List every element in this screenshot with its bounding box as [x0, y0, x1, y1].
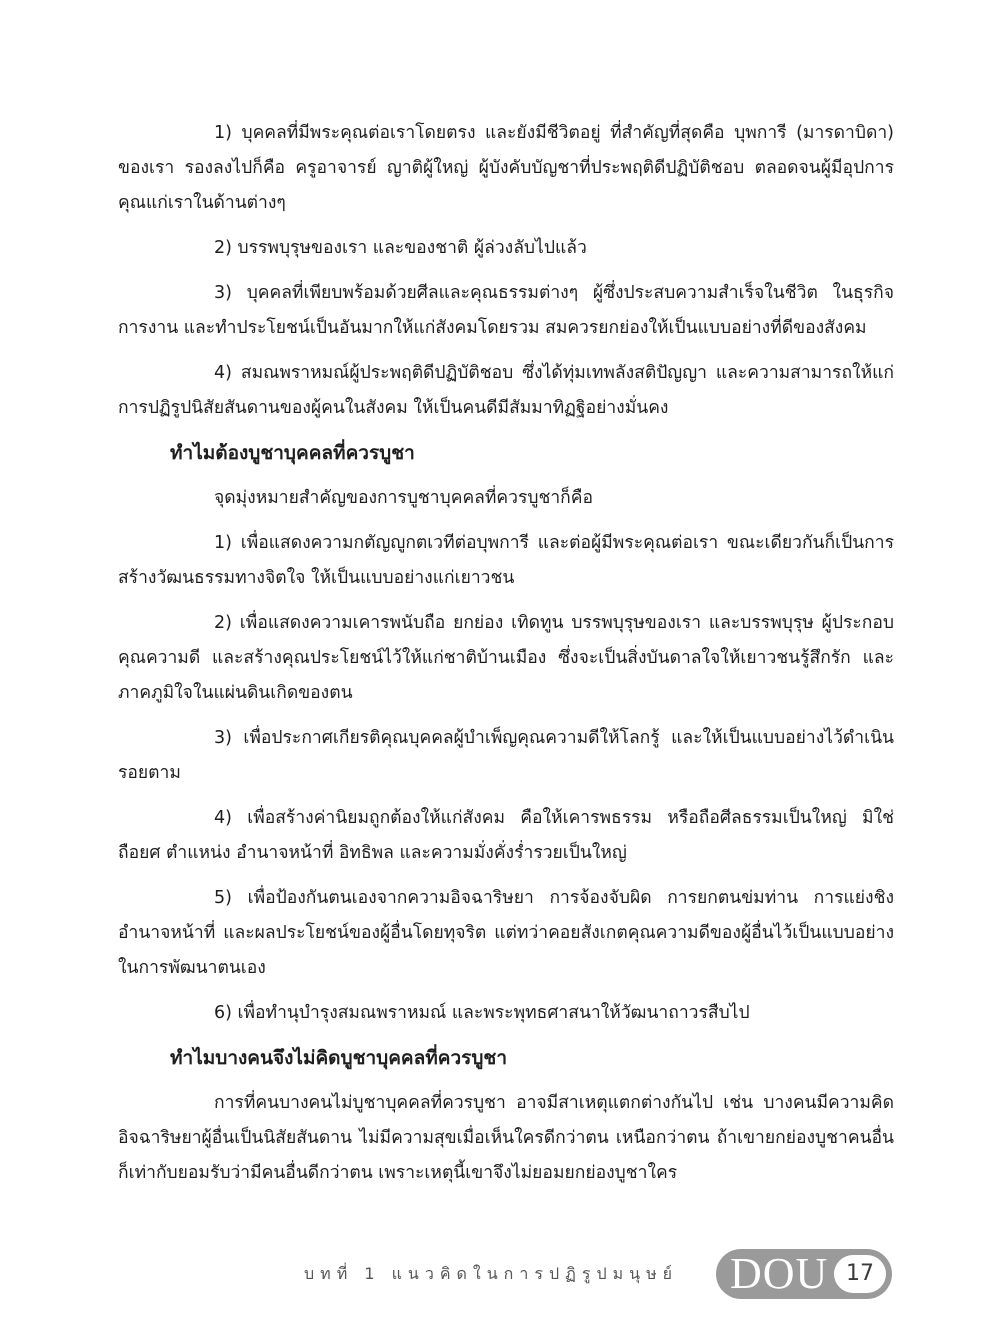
paragraph-purpose-1: 1) เพื่อแสดงความกตัญญูกตเวทีต่อบุพการี และต่อผู้มีพระคุณต่อเรา ขณะเดียวกันก็เป็นการสร้างวัฒนธรรมทางจิตใจ ให้เป็นแบบอย่างแก่เยาวชน: [118, 533, 894, 588]
paragraph-item-3: 3) บุคคลที่เพียบพร้อมด้วยศีลและคุณธรรมต่างๆ ผู้ซึ่งประสบความสำเร็จในชีวิต ในธุรกิจการงาน และทำประโยชน์เป็นอันมากให้แก่สังคมโดยรวม สมควรยกย่องให้เป็นแบบอย่างที่ดีของสังคม: [118, 283, 894, 338]
section-heading-why-not-worship: ทำไมบางคนจึงไม่คิดบูชาบุคคลที่ควรบูชา: [170, 1047, 507, 1069]
paragraph-purpose-6: 6) เพื่อทำนุบำรุงสมณพราหมณ์ และพระพุทธศาสนาให้วัฒนาถาวรสืบไป: [214, 1003, 750, 1023]
chapter-title: บทที่ 1 แนวคิดในการปฏิรูปมนุษย์: [304, 1264, 678, 1283]
page-number: 17: [834, 1255, 886, 1293]
paragraph-item-1: 1) บุคคลที่มีพระคุณต่อเราโดยตรง และยังมีชีวิตอยู่ ที่สำคัญที่สุดคือ บุพการี (มารดาบิดา) ของเรา รองลงไปก็คือ ครูอาจารย์ ญาติผู้ใหญ่ ผู้บังคับบัญชาที่ประพฤติดีปฏิบัติชอบ ตลอดจนผู้มีอุปการคุณแก่เราในด้านต่างๆ: [118, 123, 894, 213]
paragraph-purpose-3: 3) เพื่อประกาศเกียรติคุณบุคคลผู้บำเพ็ญคุณความดีให้โลกรู้ และให้เป็นแบบอย่างไว้ดำเนินรอยตาม: [118, 728, 894, 783]
dou-badge: [716, 1249, 892, 1299]
dou-logo: DOU: [730, 1249, 829, 1298]
paragraph-item-4: 4) สมณพราหมณ์ผู้ประพฤติดีปฏิบัติชอบ ซึ่งได้ทุ่มเทพลังสติปัญญา และความสามารถให้แก่การปฏิรูปนิสัยสันดานของผู้คนในสังคม ให้เป็นคนดีมีสัมมาทิฏฐิอย่างมั่นคง: [118, 363, 894, 418]
paragraph-purpose-5: 5) เพื่อป้องกันตนเองจากความอิจฉาริษยา การจ้องจับผิด การยกตนข่มท่าน การแย่งชิงอำนาจหน้าที่ และผลประโยชน์ของผู้อื่นโดยทุจริต แต่ทว่าคอยสังเกตคุณความดีของผู้อื่นไว้เป็นแบบอย่างในการพัฒนาตนเอง: [118, 888, 894, 978]
section-heading-why-worship: ทำไมต้องบูชาบุคคลที่ควรบูชา: [170, 442, 415, 464]
page-footer: [0, 1245, 1000, 1301]
page-body: [118, 116, 894, 1201]
paragraph-purpose-4: 4) เพื่อสร้างค่านิยมถูกต้องให้แก่สังคม คือให้เคารพธรรม หรือถือศีลธรรมเป็นใหญ่ มิใช่ถือยศ ตำแหน่ง อำนาจหน้าที่ อิทธิพล และความมั่งคั่งร่ำรวยเป็นใหญ่: [118, 808, 894, 863]
paragraph-intro: จุดมุ่งหมายสำคัญของการบูชาบุคคลที่ควรบูชาก็คือ: [214, 488, 593, 508]
paragraph-item-2: 2) บรรพบุรุษของเรา และของชาติ ผู้ล่วงลับไปแล้ว: [214, 238, 587, 258]
paragraph-reason: การที่คนบางคนไม่บูชาบุคคลที่ควรบูชา อาจมีสาเหตุแตกต่างกันไป เช่น บางคนมีความคิดอิจฉาริษยาผู้อื่นเป็นนิสัยสันดาน ไม่มีความสุขเมื่อเห็นใครดีกว่าตน เหนือกว่าตน ถ้าเขายกย่องบูชาคนอื่นก็เท่ากับยอมรับว่ามีคนอื่นดีกว่าตน เพราะเหตุนี้เขาจึงไม่ยอมยกย่องบูชาใคร: [118, 1093, 894, 1183]
paragraph-purpose-2: 2) เพื่อแสดงความเคารพนับถือ ยกย่อง เทิดทูน บรรพบุรุษของเรา และบรรพบุรุษ ผู้ประกอบคุณความดี และสร้างคุณประโยชน์ไว้ให้แก่ชาติบ้านเมือง ซึ่งจะเป็นสิ่งบันดาลใจให้เยาวชนรู้สึกรัก และภาคภูมิใจในแผ่นดินเกิดของตน: [118, 613, 894, 703]
